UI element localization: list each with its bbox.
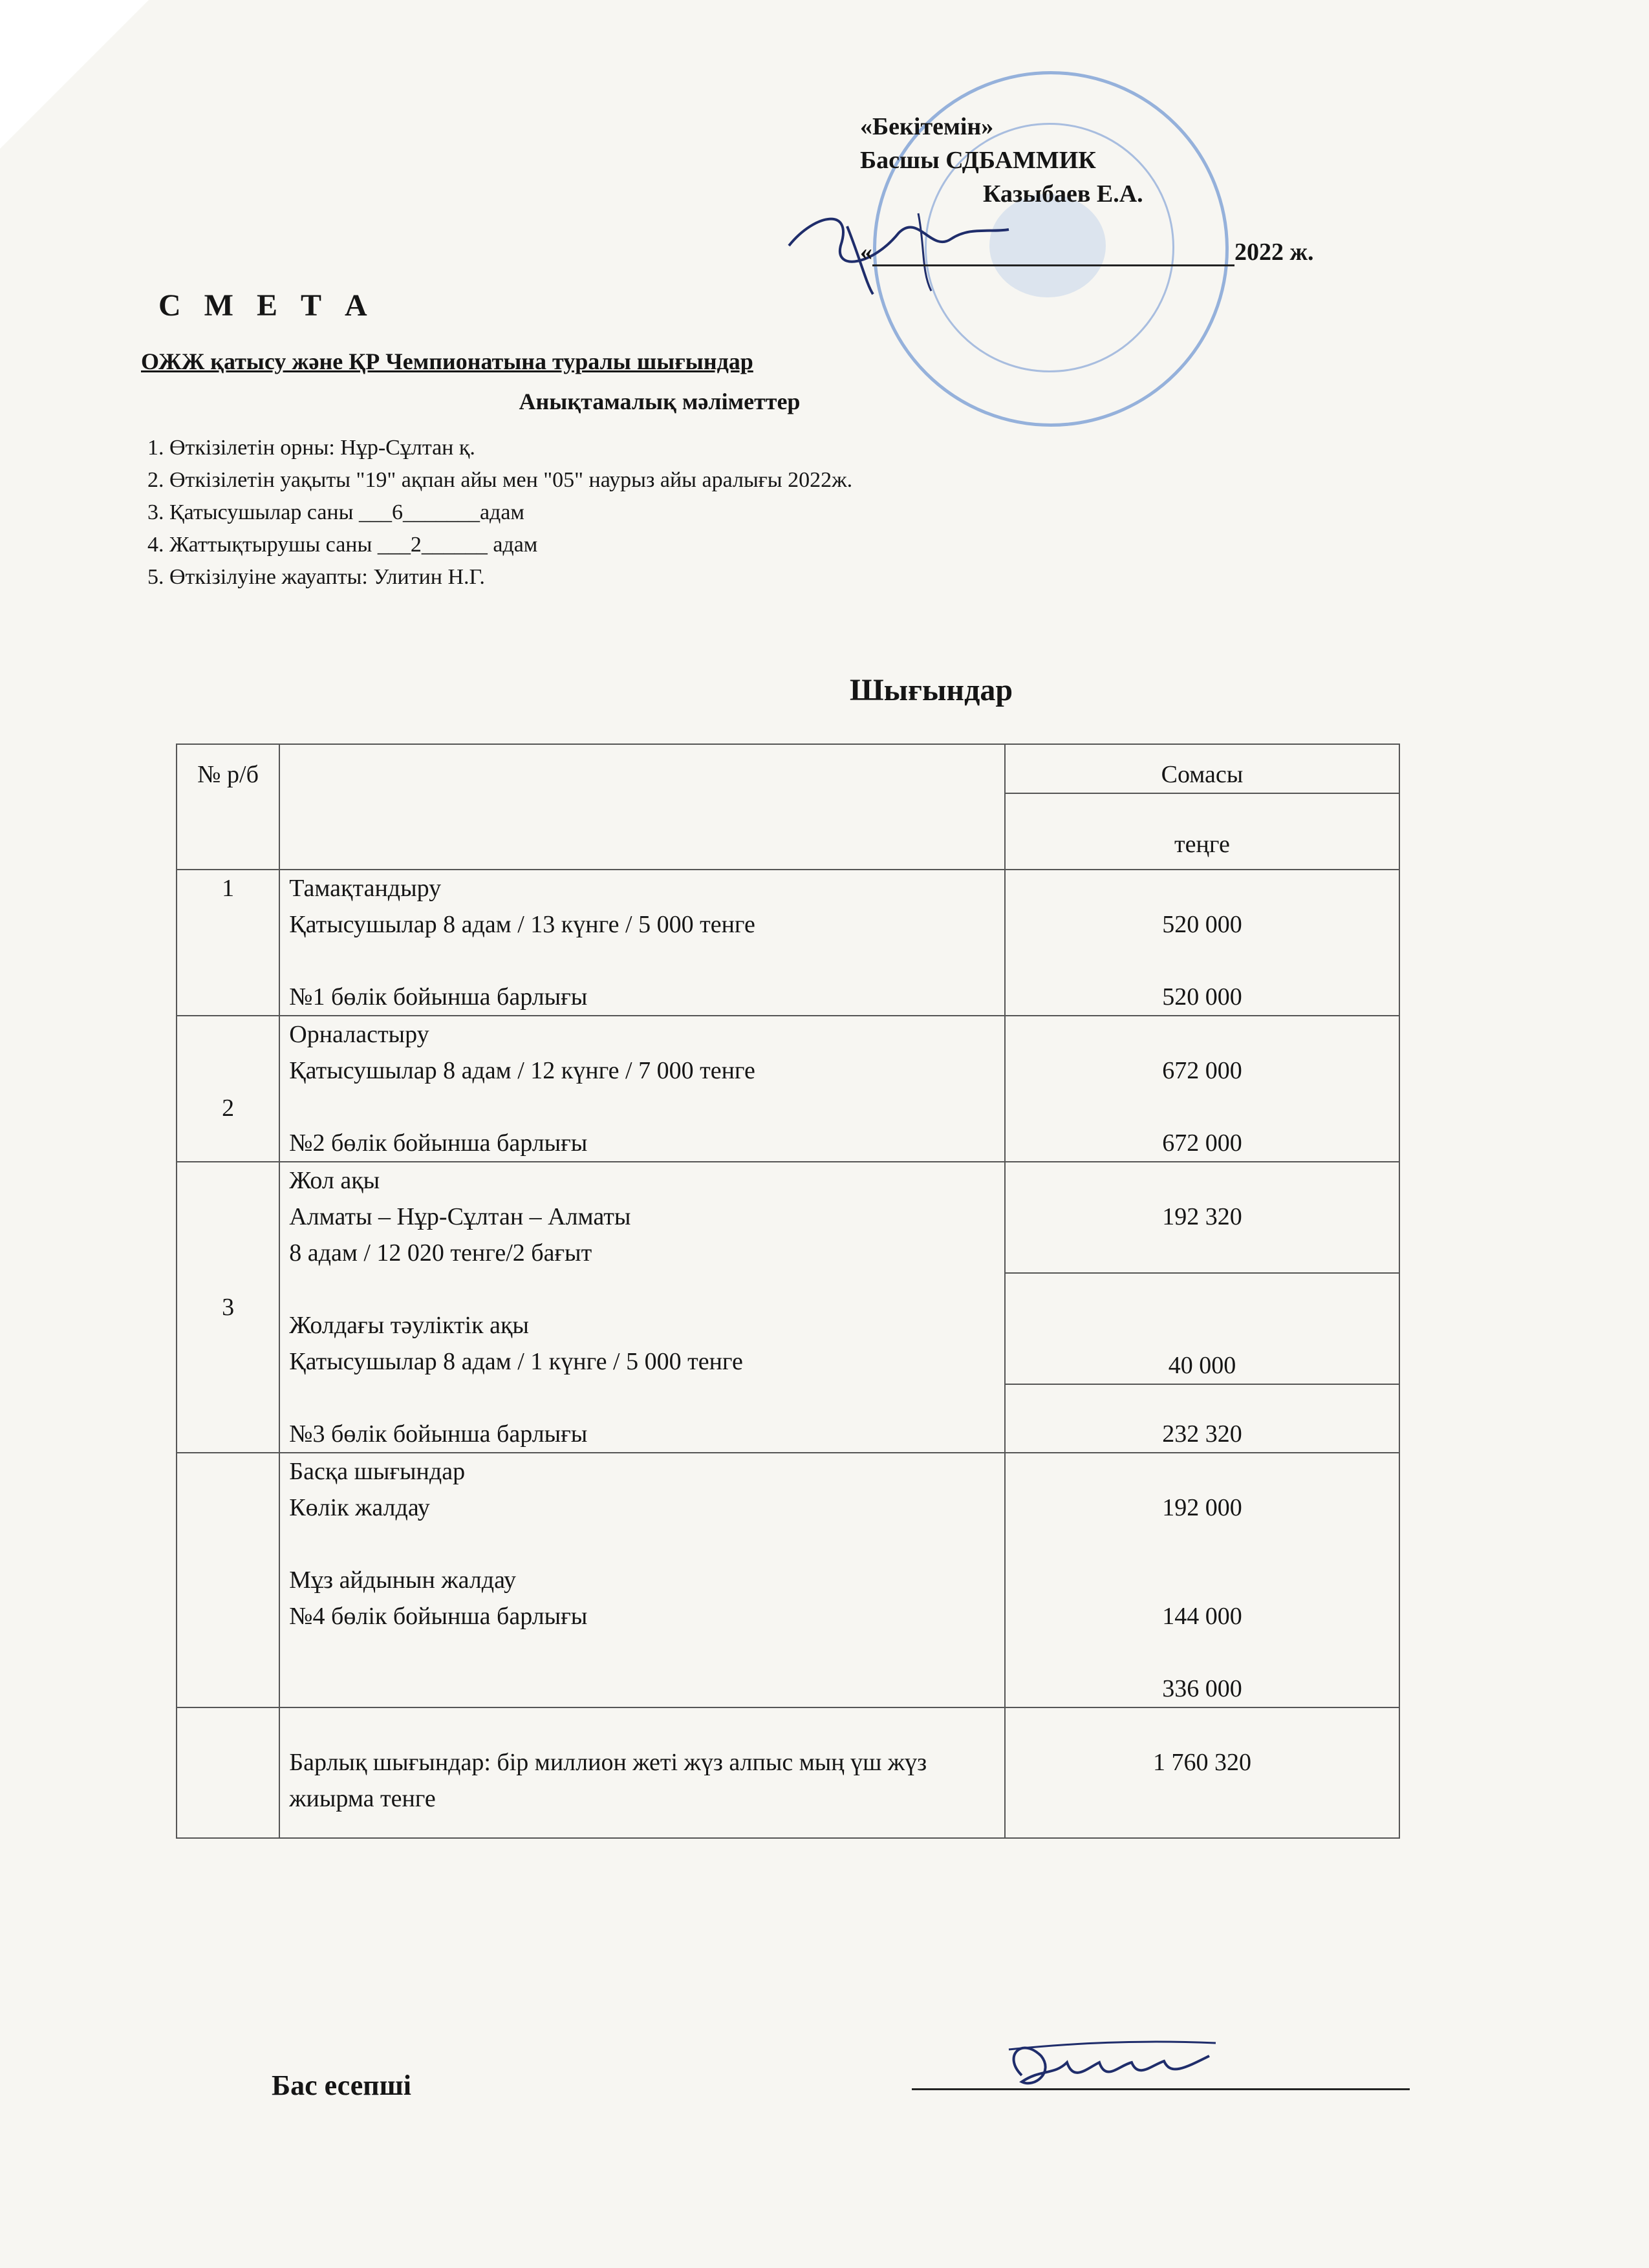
row-amounts bbox=[1005, 1453, 1399, 1707]
header-amount: Сомасы bbox=[1005, 744, 1399, 793]
row-description bbox=[279, 1162, 1005, 1453]
row-total: 672 000 bbox=[1162, 1129, 1242, 1157]
info-item: 2. Өткізілетін уақыты "19" ақпан айы мен "05" наурыз айы аралығы 2022ж. bbox=[147, 468, 853, 492]
row-title: Тамақтандыру bbox=[289, 875, 442, 902]
row-description bbox=[279, 1016, 1005, 1162]
expenses-heading: Шығындар bbox=[849, 673, 1013, 707]
date-prefix: « bbox=[860, 239, 872, 266]
info-item: 4. Жаттықтырушы саны ___2______ адам bbox=[147, 533, 538, 557]
row-amounts bbox=[1005, 1016, 1399, 1162]
table-row bbox=[177, 870, 1399, 1016]
row-route-cell bbox=[1005, 1162, 1399, 1273]
row-item-amount: 144 000 bbox=[1162, 1603, 1242, 1630]
row-line: Қатысушылар 8 адам / 12 күнге / 7 000 тенге bbox=[289, 1057, 755, 1084]
row-daily-cell bbox=[1005, 1273, 1399, 1384]
row-route: Алматы – Нұр-Сұлтан – Алматы bbox=[289, 1203, 631, 1230]
row-number: 1 bbox=[177, 870, 279, 1016]
info-item: 1. Өткізілетін орны: Нұр-Сұлтан қ. bbox=[147, 436, 475, 460]
row-item: Мұз айдынын жалдау bbox=[289, 1567, 517, 1594]
grand-total-label: Барлық шығындар: бір миллион жеті жүз алпыс мың үш жүз жиырма тенге bbox=[289, 1749, 927, 1812]
document-subject: ОЖЖ қатысу және ҚР Чемпионатына туралы шығындар bbox=[141, 348, 753, 374]
row-total: 336 000 bbox=[1162, 1675, 1242, 1702]
date-year: 2022 ж. bbox=[1234, 239, 1314, 266]
row-number: 2 bbox=[177, 1016, 279, 1162]
document-title: С М Е Т А bbox=[158, 288, 375, 323]
row-number bbox=[177, 1453, 279, 1707]
row-item: Көлік жалдау bbox=[289, 1494, 430, 1521]
row-number bbox=[177, 1707, 279, 1838]
row-title: Басқа шығындар bbox=[289, 1458, 466, 1485]
table-header-row bbox=[177, 744, 1399, 793]
row-total-label: №3 бөлік бойынша барлығы bbox=[289, 1420, 588, 1448]
info-list bbox=[147, 432, 852, 594]
accountant-signature bbox=[996, 2030, 1229, 2101]
header-number: № р/б bbox=[177, 744, 279, 870]
row-daily-line: Қатысушылар 8 адам / 1 күнге / 5 000 тенге bbox=[289, 1348, 743, 1375]
table-row bbox=[177, 1016, 1399, 1162]
row-amounts bbox=[1005, 1707, 1399, 1838]
row-daily-title: Жолдағы тәуліктік ақы bbox=[289, 1312, 529, 1339]
expenses-table bbox=[176, 744, 1400, 1839]
row-amount: 672 000 bbox=[1162, 1057, 1242, 1084]
row-description bbox=[279, 1453, 1005, 1707]
table-row bbox=[177, 1453, 1399, 1707]
row-amount: 520 000 bbox=[1162, 911, 1242, 938]
row-description bbox=[279, 1707, 1005, 1838]
table-row-grand-total bbox=[177, 1707, 1399, 1838]
row-daily-amount: 40 000 bbox=[1168, 1352, 1236, 1379]
grand-total-amount: 1 760 320 bbox=[1152, 1749, 1251, 1776]
approval-position: Басшы СДБАММИК bbox=[860, 147, 1096, 174]
header-currency: теңге bbox=[1005, 793, 1399, 870]
folded-corner bbox=[0, 0, 149, 149]
approval-title: «Бекітемін» bbox=[860, 113, 994, 140]
row-total: 232 320 bbox=[1162, 1420, 1242, 1448]
info-item: 3. Қатысушылар саны ___6_______адам bbox=[147, 500, 524, 524]
row-route-amount: 192 320 bbox=[1162, 1203, 1242, 1230]
row-title: Орналастыру bbox=[289, 1021, 429, 1048]
row-line: Қатысушылар 8 адам / 13 күнге / 5 000 тенге bbox=[289, 911, 755, 938]
table-row bbox=[177, 1162, 1399, 1273]
row-total-label: №4 бөлік бойынша барлығы bbox=[289, 1603, 588, 1630]
row-number: 3 bbox=[177, 1162, 279, 1453]
chief-accountant-label: Бас есепші bbox=[272, 2070, 412, 2101]
row-title: Жол ақы bbox=[289, 1167, 380, 1194]
row-route-detail: 8 адам / 12 020 тенге/2 бағыт bbox=[289, 1239, 592, 1267]
row-total-cell bbox=[1005, 1384, 1399, 1453]
row-total-label: №1 бөлік бойынша барлығы bbox=[289, 983, 588, 1011]
approval-name: Казыбаев Е.А. bbox=[983, 180, 1143, 208]
info-item: 5. Өткізілуіне жауапты: Улитин Н.Г. bbox=[147, 565, 485, 589]
header-description bbox=[279, 744, 1005, 870]
approval-date bbox=[860, 238, 1314, 266]
info-heading: Анықтамалық мәліметтер bbox=[519, 389, 801, 414]
date-blank bbox=[872, 241, 1234, 266]
row-description bbox=[279, 870, 1005, 1016]
row-amounts bbox=[1005, 870, 1399, 1016]
row-total-label: №2 бөлік бойынша барлығы bbox=[289, 1129, 588, 1157]
row-item-amount: 192 000 bbox=[1162, 1494, 1242, 1521]
row-total: 520 000 bbox=[1162, 983, 1242, 1011]
